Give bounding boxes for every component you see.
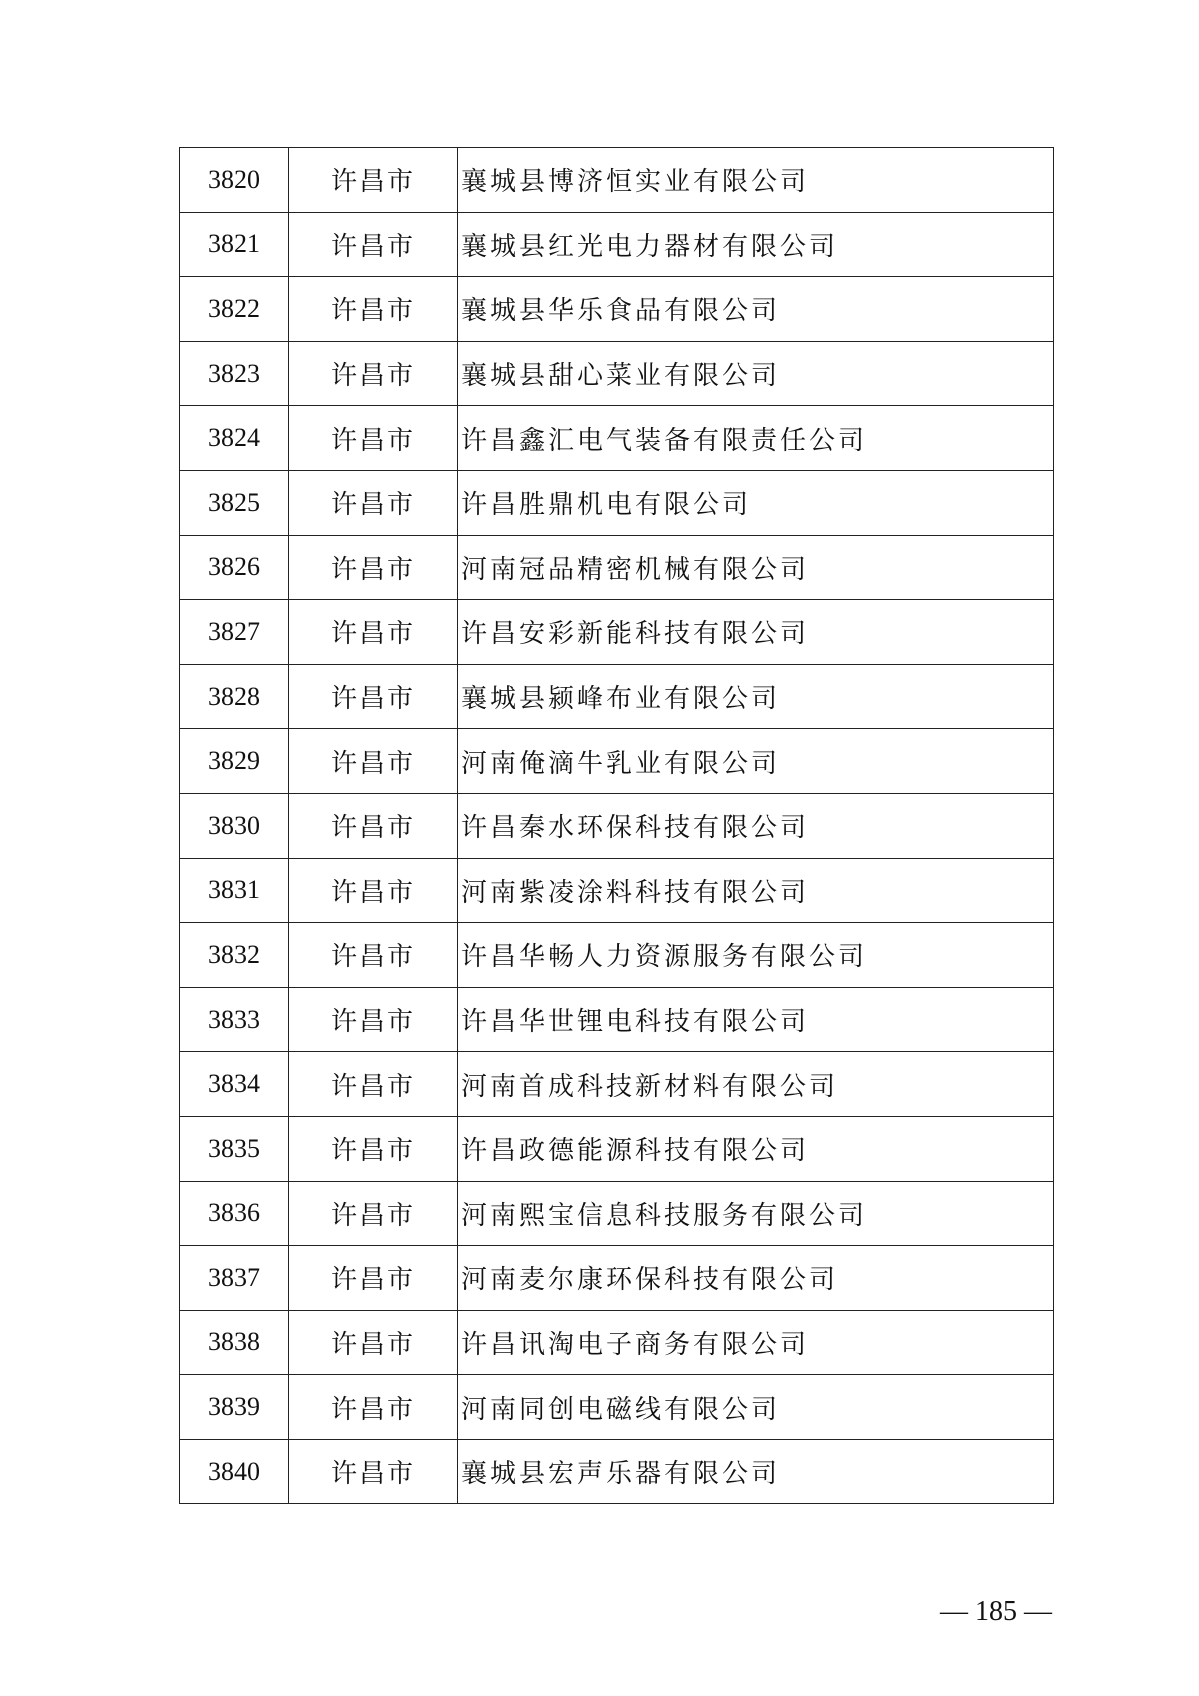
table-row (180, 1052, 1054, 1117)
row-number-cell: 3830 (180, 793, 289, 858)
city-cell: 许昌市 (289, 1375, 458, 1440)
company-name-cell: 河南麦尔康环保科技有限公司 (458, 1246, 1054, 1311)
row-number-cell: 3829 (180, 729, 289, 794)
row-number-cell: 3824 (180, 406, 289, 471)
city-cell: 许昌市 (289, 1052, 458, 1117)
table-row (180, 212, 1054, 277)
company-name-cell: 河南熙宝信息科技服务有限公司 (458, 1181, 1054, 1246)
city-cell: 许昌市 (289, 1181, 458, 1246)
city-cell: 许昌市 (289, 664, 458, 729)
row-number-cell: 3826 (180, 535, 289, 600)
city-cell: 许昌市 (289, 1439, 458, 1504)
page-number: — 185 — (940, 1596, 1052, 1627)
city-cell: 许昌市 (289, 212, 458, 277)
city-cell: 许昌市 (289, 341, 458, 406)
row-number-cell: 3823 (180, 341, 289, 406)
row-number-cell: 3822 (180, 277, 289, 342)
company-name-cell: 河南俺滴牛乳业有限公司 (458, 729, 1054, 794)
company-name-cell: 襄城县博济恒实业有限公司 (458, 148, 1054, 213)
row-number-cell: 3835 (180, 1116, 289, 1181)
company-name-cell: 许昌政德能源科技有限公司 (458, 1116, 1054, 1181)
company-name-cell: 襄城县颍峰布业有限公司 (458, 664, 1054, 729)
table-row (180, 729, 1054, 794)
table-row (180, 600, 1054, 665)
company-name-cell: 河南紫凌涂料科技有限公司 (458, 858, 1054, 923)
city-cell: 许昌市 (289, 148, 458, 213)
table-row (180, 858, 1054, 923)
city-cell: 许昌市 (289, 277, 458, 342)
row-number-cell: 3821 (180, 212, 289, 277)
city-cell: 许昌市 (289, 406, 458, 471)
city-cell: 许昌市 (289, 793, 458, 858)
city-cell: 许昌市 (289, 600, 458, 665)
row-number-cell: 3834 (180, 1052, 289, 1117)
company-name-cell: 许昌秦水环保科技有限公司 (458, 793, 1054, 858)
city-cell: 许昌市 (289, 470, 458, 535)
row-number-cell: 3825 (180, 470, 289, 535)
table-row (180, 535, 1054, 600)
table-row (180, 923, 1054, 988)
city-cell: 许昌市 (289, 729, 458, 794)
company-list-table (179, 147, 1054, 1504)
city-cell: 许昌市 (289, 1246, 458, 1311)
table-row (180, 1375, 1054, 1440)
table-row (180, 1116, 1054, 1181)
company-name-cell: 襄城县华乐食品有限公司 (458, 277, 1054, 342)
table-row (180, 1246, 1054, 1311)
table-row (180, 987, 1054, 1052)
company-name-cell: 襄城县红光电力器材有限公司 (458, 212, 1054, 277)
city-cell: 许昌市 (289, 1116, 458, 1181)
company-name-cell: 许昌安彩新能科技有限公司 (458, 600, 1054, 665)
row-number-cell: 3827 (180, 600, 289, 665)
company-name-cell: 许昌讯淘电子商务有限公司 (458, 1310, 1054, 1375)
table-row (180, 406, 1054, 471)
row-number-cell: 3832 (180, 923, 289, 988)
table-row (180, 341, 1054, 406)
table-row (180, 1310, 1054, 1375)
table-row (180, 470, 1054, 535)
row-number-cell: 3831 (180, 858, 289, 923)
row-number-cell: 3828 (180, 664, 289, 729)
table-row (180, 664, 1054, 729)
company-name-cell: 许昌胜鼎机电有限公司 (458, 470, 1054, 535)
table-row (180, 277, 1054, 342)
table-row (180, 1181, 1054, 1246)
city-cell: 许昌市 (289, 858, 458, 923)
company-name-cell: 襄城县甜心菜业有限公司 (458, 341, 1054, 406)
table-row (180, 148, 1054, 213)
city-cell: 许昌市 (289, 923, 458, 988)
city-cell: 许昌市 (289, 1310, 458, 1375)
city-cell: 许昌市 (289, 987, 458, 1052)
company-name-cell: 河南首成科技新材料有限公司 (458, 1052, 1054, 1117)
row-number-cell: 3836 (180, 1181, 289, 1246)
table-row (180, 793, 1054, 858)
city-cell: 许昌市 (289, 535, 458, 600)
table-body (180, 148, 1054, 1504)
company-name-cell: 河南冠品精密机械有限公司 (458, 535, 1054, 600)
company-name-cell: 许昌华畅人力资源服务有限公司 (458, 923, 1054, 988)
company-name-cell: 许昌华世锂电科技有限公司 (458, 987, 1054, 1052)
company-name-cell: 襄城县宏声乐器有限公司 (458, 1439, 1054, 1504)
row-number-cell: 3840 (180, 1439, 289, 1504)
row-number-cell: 3833 (180, 987, 289, 1052)
row-number-cell: 3839 (180, 1375, 289, 1440)
table-row (180, 1439, 1054, 1504)
row-number-cell: 3838 (180, 1310, 289, 1375)
company-name-cell: 河南同创电磁线有限公司 (458, 1375, 1054, 1440)
company-name-cell: 许昌鑫汇电气装备有限责任公司 (458, 406, 1054, 471)
row-number-cell: 3820 (180, 148, 289, 213)
row-number-cell: 3837 (180, 1246, 289, 1311)
